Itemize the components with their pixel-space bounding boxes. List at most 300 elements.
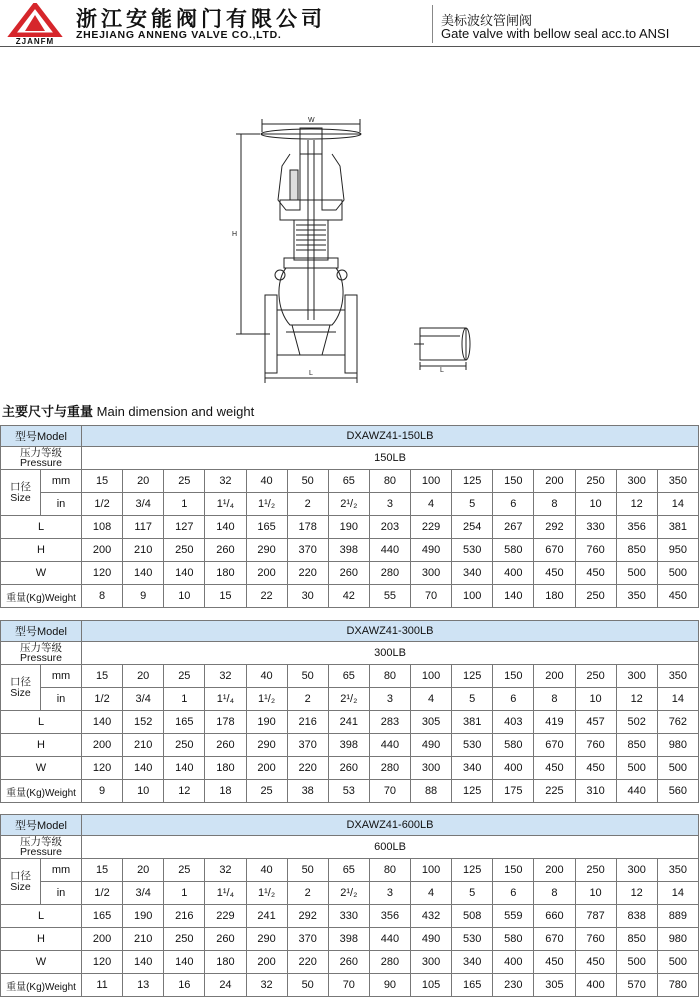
h-cell: 760 xyxy=(575,539,616,562)
h-row xyxy=(1,928,699,951)
model-label: 型号Model xyxy=(1,621,82,642)
logo-mark-icon xyxy=(6,3,64,37)
size-mm-cell: 40 xyxy=(246,470,287,493)
w-cell: 140 xyxy=(164,562,205,585)
w-cell: 140 xyxy=(123,951,164,974)
h-cell: 490 xyxy=(411,539,452,562)
l-cell: 241 xyxy=(328,711,369,734)
l-cell: 457 xyxy=(575,711,616,734)
size-in-cell: 10 xyxy=(575,688,616,711)
size-mm-cell: 125 xyxy=(452,665,493,688)
h-cell: 398 xyxy=(328,539,369,562)
size-in-cell: 1¹/₂ xyxy=(246,688,287,711)
h-cell: 980 xyxy=(657,928,698,951)
weight-cell: 32 xyxy=(246,974,287,997)
w-cell: 450 xyxy=(575,757,616,780)
weight-cell: 180 xyxy=(534,585,575,608)
l-cell: 152 xyxy=(123,711,164,734)
w-row xyxy=(1,757,699,780)
model-value: DXAWZ41-300LB xyxy=(82,621,699,642)
size-mm-cell: 125 xyxy=(452,470,493,493)
weight-cell: 230 xyxy=(493,974,534,997)
size-in-cell: 6 xyxy=(493,688,534,711)
weight-cell: 140 xyxy=(493,585,534,608)
size-mm-cell: 250 xyxy=(575,470,616,493)
l-cell: 203 xyxy=(369,516,410,539)
h-cell: 530 xyxy=(452,539,493,562)
page-header xyxy=(0,0,700,47)
l-cell: 117 xyxy=(123,516,164,539)
l-cell: 508 xyxy=(452,905,493,928)
section-title-cn: 主要尺寸与重量 xyxy=(2,404,94,419)
size-mm-cell: 125 xyxy=(452,859,493,882)
size-label-cn: 口径 xyxy=(10,480,31,493)
weight-cell: 105 xyxy=(411,974,452,997)
l-cell: 559 xyxy=(493,905,534,928)
h-cell: 580 xyxy=(493,928,534,951)
company-name-cn: 浙江安能阀门有限公司 xyxy=(76,8,326,31)
size-in-cell: 1¹/₄ xyxy=(205,882,246,905)
h-cell: 580 xyxy=(493,539,534,562)
l-cell: 330 xyxy=(328,905,369,928)
w-cell: 280 xyxy=(369,951,410,974)
l-cell: 165 xyxy=(246,516,287,539)
weight-cell: 38 xyxy=(287,780,328,803)
w-cell: 200 xyxy=(246,562,287,585)
pressure-value: 600LB xyxy=(82,836,699,859)
size-in-cell: 1¹/₂ xyxy=(246,882,287,905)
size-mm-cell: 300 xyxy=(616,470,657,493)
size-mm-cell: 80 xyxy=(369,859,410,882)
size-mm-cell: 350 xyxy=(657,859,698,882)
size-mm-cell: 80 xyxy=(369,470,410,493)
pressure-label xyxy=(1,447,82,470)
weight-cell: 88 xyxy=(411,780,452,803)
weight-cell: 70 xyxy=(411,585,452,608)
h-cell: 200 xyxy=(82,928,123,951)
l-cell: 254 xyxy=(452,516,493,539)
weight-cell: 12 xyxy=(164,780,205,803)
size-label-cn: 口径 xyxy=(10,869,31,882)
size-in-cell: 1/2 xyxy=(82,493,123,516)
size-label-en: Size xyxy=(10,686,31,699)
size-in-cell: 5 xyxy=(452,882,493,905)
size-in-cell: 2¹/₂ xyxy=(328,882,369,905)
model-value: DXAWZ41-150LB xyxy=(82,426,699,447)
weight-cell: 125 xyxy=(452,780,493,803)
l-cell: 403 xyxy=(493,711,534,734)
pressure-label-cn: 压力等级 xyxy=(20,642,62,654)
size-mm-cell: 32 xyxy=(205,470,246,493)
w-cell: 500 xyxy=(657,562,698,585)
l-cell: 381 xyxy=(452,711,493,734)
weight-cell: 13 xyxy=(123,974,164,997)
l-label: L xyxy=(1,711,82,734)
size-in-cell: 2¹/₂ xyxy=(328,688,369,711)
h-cell: 530 xyxy=(452,734,493,757)
h-cell: 850 xyxy=(616,734,657,757)
unit-mm-label: mm xyxy=(41,665,82,688)
h-cell: 760 xyxy=(575,928,616,951)
h-row xyxy=(1,539,699,562)
size-in-cell: 3/4 xyxy=(123,688,164,711)
w-cell: 340 xyxy=(452,951,493,974)
weight-cell: 100 xyxy=(452,585,493,608)
weight-cell: 24 xyxy=(205,974,246,997)
size-label-en: Size xyxy=(10,491,31,504)
h-cell: 260 xyxy=(205,539,246,562)
size-mm-row xyxy=(1,470,699,493)
h-cell: 290 xyxy=(246,734,287,757)
l-cell: 178 xyxy=(205,711,246,734)
h-cell: 290 xyxy=(246,539,287,562)
size-in-cell: 1 xyxy=(164,882,205,905)
size-mm-cell: 32 xyxy=(205,859,246,882)
weight-label: 重量(Kg)Weight xyxy=(1,780,82,803)
w-label: W xyxy=(1,757,82,780)
pressure-row xyxy=(1,447,699,470)
size-mm-cell: 350 xyxy=(657,470,698,493)
l-row xyxy=(1,516,699,539)
pressure-row xyxy=(1,836,699,859)
product-title-cn: 美标波纹管闸阀 xyxy=(441,13,533,28)
weight-cell: 30 xyxy=(287,585,328,608)
size-in-cell: 2 xyxy=(287,493,328,516)
size-mm-cell: 50 xyxy=(287,470,328,493)
size-mm-cell: 40 xyxy=(246,665,287,688)
h-cell: 950 xyxy=(657,539,698,562)
w-cell: 120 xyxy=(82,951,123,974)
weight-cell: 780 xyxy=(657,974,698,997)
dim-w-label: W xyxy=(308,117,315,124)
weight-cell: 18 xyxy=(205,780,246,803)
size-mm-cell: 25 xyxy=(164,470,205,493)
dimension-table xyxy=(0,425,699,608)
w-cell: 300 xyxy=(411,757,452,780)
weight-cell: 50 xyxy=(287,974,328,997)
size-mm-cell: 200 xyxy=(534,859,575,882)
weight-cell: 570 xyxy=(616,974,657,997)
h-row xyxy=(1,734,699,757)
h-cell: 490 xyxy=(411,928,452,951)
product-title-en: Gate valve with bellow seal acc.to ANSI xyxy=(441,26,670,41)
pressure-label xyxy=(1,836,82,859)
w-cell: 500 xyxy=(616,951,657,974)
l-cell: 190 xyxy=(328,516,369,539)
size-in-row xyxy=(1,688,699,711)
l-cell: 241 xyxy=(246,905,287,928)
size-in-cell: 14 xyxy=(657,882,698,905)
size-mm-cell: 32 xyxy=(205,665,246,688)
w-label: W xyxy=(1,562,82,585)
h-cell: 440 xyxy=(369,539,410,562)
model-label: 型号Model xyxy=(1,815,82,836)
model-value: DXAWZ41-600LB xyxy=(82,815,699,836)
size-in-cell: 12 xyxy=(616,493,657,516)
w-cell: 260 xyxy=(328,757,369,780)
weight-cell: 165 xyxy=(452,974,493,997)
weight-cell: 310 xyxy=(575,780,616,803)
weight-row xyxy=(1,585,699,608)
w-cell: 220 xyxy=(287,951,328,974)
w-cell: 450 xyxy=(575,562,616,585)
gate-valve-diagram xyxy=(0,110,700,390)
size-mm-cell: 300 xyxy=(616,859,657,882)
size-mm-cell: 250 xyxy=(575,665,616,688)
weight-cell: 400 xyxy=(575,974,616,997)
l-cell: 190 xyxy=(123,905,164,928)
l-cell: 216 xyxy=(287,711,328,734)
weight-cell: 8 xyxy=(82,585,123,608)
h-cell: 260 xyxy=(205,734,246,757)
l-cell: 787 xyxy=(575,905,616,928)
h-cell: 850 xyxy=(616,928,657,951)
h-cell: 398 xyxy=(328,928,369,951)
size-label xyxy=(1,859,41,905)
h-cell: 260 xyxy=(205,928,246,951)
size-mm-cell: 100 xyxy=(411,859,452,882)
l-cell: 190 xyxy=(246,711,287,734)
h-cell: 980 xyxy=(657,734,698,757)
size-in-row xyxy=(1,882,699,905)
pressure-row xyxy=(1,642,699,665)
size-mm-cell: 65 xyxy=(328,665,369,688)
weight-cell: 70 xyxy=(328,974,369,997)
w-cell: 500 xyxy=(616,562,657,585)
weight-cell: 11 xyxy=(82,974,123,997)
size-mm-cell: 20 xyxy=(123,859,164,882)
weight-cell: 250 xyxy=(575,585,616,608)
size-mm-cell: 200 xyxy=(534,665,575,688)
size-in-cell: 2 xyxy=(287,882,328,905)
size-in-cell: 4 xyxy=(411,688,452,711)
h-label: H xyxy=(1,928,82,951)
w-cell: 120 xyxy=(82,757,123,780)
weight-cell: 90 xyxy=(369,974,410,997)
l-row xyxy=(1,905,699,928)
h-cell: 490 xyxy=(411,734,452,757)
size-in-row xyxy=(1,493,699,516)
dimension-table xyxy=(0,620,699,803)
l-cell: 305 xyxy=(411,711,452,734)
size-in-cell: 3 xyxy=(369,688,410,711)
pressure-label xyxy=(1,642,82,665)
h-cell: 210 xyxy=(123,734,164,757)
h-cell: 370 xyxy=(287,539,328,562)
weight-cell: 53 xyxy=(328,780,369,803)
h-cell: 250 xyxy=(164,539,205,562)
h-cell: 580 xyxy=(493,734,534,757)
size-mm-cell: 150 xyxy=(493,665,534,688)
size-in-cell: 8 xyxy=(534,493,575,516)
l-cell: 178 xyxy=(287,516,328,539)
dim-h-label: H xyxy=(232,231,238,238)
valve-drawing xyxy=(0,110,700,390)
weight-cell: 16 xyxy=(164,974,205,997)
l-row xyxy=(1,711,699,734)
size-mm-cell: 50 xyxy=(287,665,328,688)
h-cell: 210 xyxy=(123,539,164,562)
weight-cell: 305 xyxy=(534,974,575,997)
size-in-cell: 6 xyxy=(493,493,534,516)
weight-cell: 10 xyxy=(123,780,164,803)
size-in-cell: 12 xyxy=(616,688,657,711)
l-cell: 381 xyxy=(657,516,698,539)
unit-in-label: in xyxy=(41,882,82,905)
dim-l-label: L xyxy=(309,370,313,377)
dimension-table xyxy=(0,814,699,997)
h-cell: 200 xyxy=(82,734,123,757)
w-cell: 280 xyxy=(369,757,410,780)
size-mm-cell: 80 xyxy=(369,665,410,688)
size-mm-cell: 65 xyxy=(328,859,369,882)
weight-cell: 9 xyxy=(82,780,123,803)
w-cell: 400 xyxy=(493,951,534,974)
l-cell: 165 xyxy=(82,905,123,928)
w-cell: 180 xyxy=(205,757,246,780)
h-cell: 250 xyxy=(164,734,205,757)
l-cell: 140 xyxy=(82,711,123,734)
h-cell: 290 xyxy=(246,928,287,951)
w-cell: 400 xyxy=(493,757,534,780)
weight-cell: 225 xyxy=(534,780,575,803)
l-cell: 127 xyxy=(164,516,205,539)
weight-cell: 560 xyxy=(657,780,698,803)
header-divider xyxy=(432,5,433,43)
w-cell: 500 xyxy=(616,757,657,780)
w-cell: 450 xyxy=(534,951,575,974)
w-cell: 300 xyxy=(411,951,452,974)
company-logo xyxy=(6,3,64,47)
h-cell: 370 xyxy=(287,928,328,951)
w-cell: 200 xyxy=(246,951,287,974)
weight-cell: 9 xyxy=(123,585,164,608)
w-cell: 450 xyxy=(575,951,616,974)
w-cell: 220 xyxy=(287,562,328,585)
l-cell: 762 xyxy=(657,711,698,734)
unit-mm-label: mm xyxy=(41,470,82,493)
h-cell: 440 xyxy=(369,734,410,757)
w-cell: 120 xyxy=(82,562,123,585)
w-cell: 280 xyxy=(369,562,410,585)
pressure-label-en: Pressure xyxy=(19,457,62,469)
weight-cell: 450 xyxy=(657,585,698,608)
size-label-en: Size xyxy=(10,880,31,893)
dim-l2-label: L xyxy=(440,367,444,374)
w-cell: 180 xyxy=(205,951,246,974)
l-cell: 660 xyxy=(534,905,575,928)
l-label: L xyxy=(1,516,82,539)
model-row xyxy=(1,621,699,642)
model-row xyxy=(1,426,699,447)
size-in-cell: 6 xyxy=(493,882,534,905)
size-mm-cell: 100 xyxy=(411,470,452,493)
unit-mm-label: mm xyxy=(41,859,82,882)
h-cell: 250 xyxy=(164,928,205,951)
size-mm-cell: 350 xyxy=(657,665,698,688)
pressure-value: 300LB xyxy=(82,642,699,665)
size-label-cn: 口径 xyxy=(10,675,31,688)
size-mm-row xyxy=(1,859,699,882)
size-mm-cell: 50 xyxy=(287,859,328,882)
size-in-cell: 5 xyxy=(452,688,493,711)
pressure-label-en: Pressure xyxy=(19,846,62,858)
size-mm-cell: 40 xyxy=(246,859,287,882)
size-mm-row xyxy=(1,665,699,688)
h-cell: 210 xyxy=(123,928,164,951)
size-mm-cell: 15 xyxy=(82,470,123,493)
size-in-cell: 2¹/₂ xyxy=(328,493,369,516)
l-cell: 292 xyxy=(534,516,575,539)
size-mm-cell: 15 xyxy=(82,859,123,882)
l-cell: 108 xyxy=(82,516,123,539)
w-cell: 180 xyxy=(205,562,246,585)
w-cell: 140 xyxy=(123,757,164,780)
w-cell: 400 xyxy=(493,562,534,585)
size-in-cell: 3/4 xyxy=(123,493,164,516)
w-cell: 140 xyxy=(164,757,205,780)
size-in-cell: 1 xyxy=(164,493,205,516)
weight-cell: 10 xyxy=(164,585,205,608)
size-in-cell: 3 xyxy=(369,493,410,516)
size-in-cell: 1¹/₂ xyxy=(246,493,287,516)
l-cell: 432 xyxy=(411,905,452,928)
pressure-label-cn: 压力等级 xyxy=(20,447,62,459)
size-in-cell: 5 xyxy=(452,493,493,516)
company-name-en: ZHEJIANG ANNENG VALVE CO.,LTD. xyxy=(76,29,282,41)
size-mm-cell: 300 xyxy=(616,665,657,688)
w-cell: 260 xyxy=(328,562,369,585)
pressure-label-cn: 压力等级 xyxy=(20,836,62,848)
l-cell: 838 xyxy=(616,905,657,928)
pressure-label-en: Pressure xyxy=(19,652,62,664)
size-in-cell: 3/4 xyxy=(123,882,164,905)
model-row xyxy=(1,815,699,836)
w-cell: 450 xyxy=(534,757,575,780)
size-label xyxy=(1,665,41,711)
size-in-cell: 14 xyxy=(657,493,698,516)
h-label: H xyxy=(1,734,82,757)
weight-cell: 70 xyxy=(369,780,410,803)
l-cell: 889 xyxy=(657,905,698,928)
pressure-value: 150LB xyxy=(82,447,699,470)
l-cell: 165 xyxy=(164,711,205,734)
size-in-cell: 4 xyxy=(411,493,452,516)
w-row xyxy=(1,562,699,585)
l-cell: 283 xyxy=(369,711,410,734)
model-label: 型号Model xyxy=(1,426,82,447)
h-cell: 398 xyxy=(328,734,369,757)
w-label: W xyxy=(1,951,82,974)
size-mm-cell: 65 xyxy=(328,470,369,493)
l-cell: 356 xyxy=(369,905,410,928)
weight-label: 重量(Kg)Weight xyxy=(1,974,82,997)
size-in-cell: 8 xyxy=(534,688,575,711)
h-cell: 370 xyxy=(287,734,328,757)
l-cell: 419 xyxy=(534,711,575,734)
h-cell: 760 xyxy=(575,734,616,757)
size-mm-cell: 15 xyxy=(82,665,123,688)
w-cell: 260 xyxy=(328,951,369,974)
w-row xyxy=(1,951,699,974)
weight-cell: 350 xyxy=(616,585,657,608)
size-mm-cell: 200 xyxy=(534,470,575,493)
weight-cell: 440 xyxy=(616,780,657,803)
size-in-cell: 3 xyxy=(369,882,410,905)
w-cell: 140 xyxy=(123,562,164,585)
w-cell: 140 xyxy=(164,951,205,974)
header-rule xyxy=(0,46,700,47)
